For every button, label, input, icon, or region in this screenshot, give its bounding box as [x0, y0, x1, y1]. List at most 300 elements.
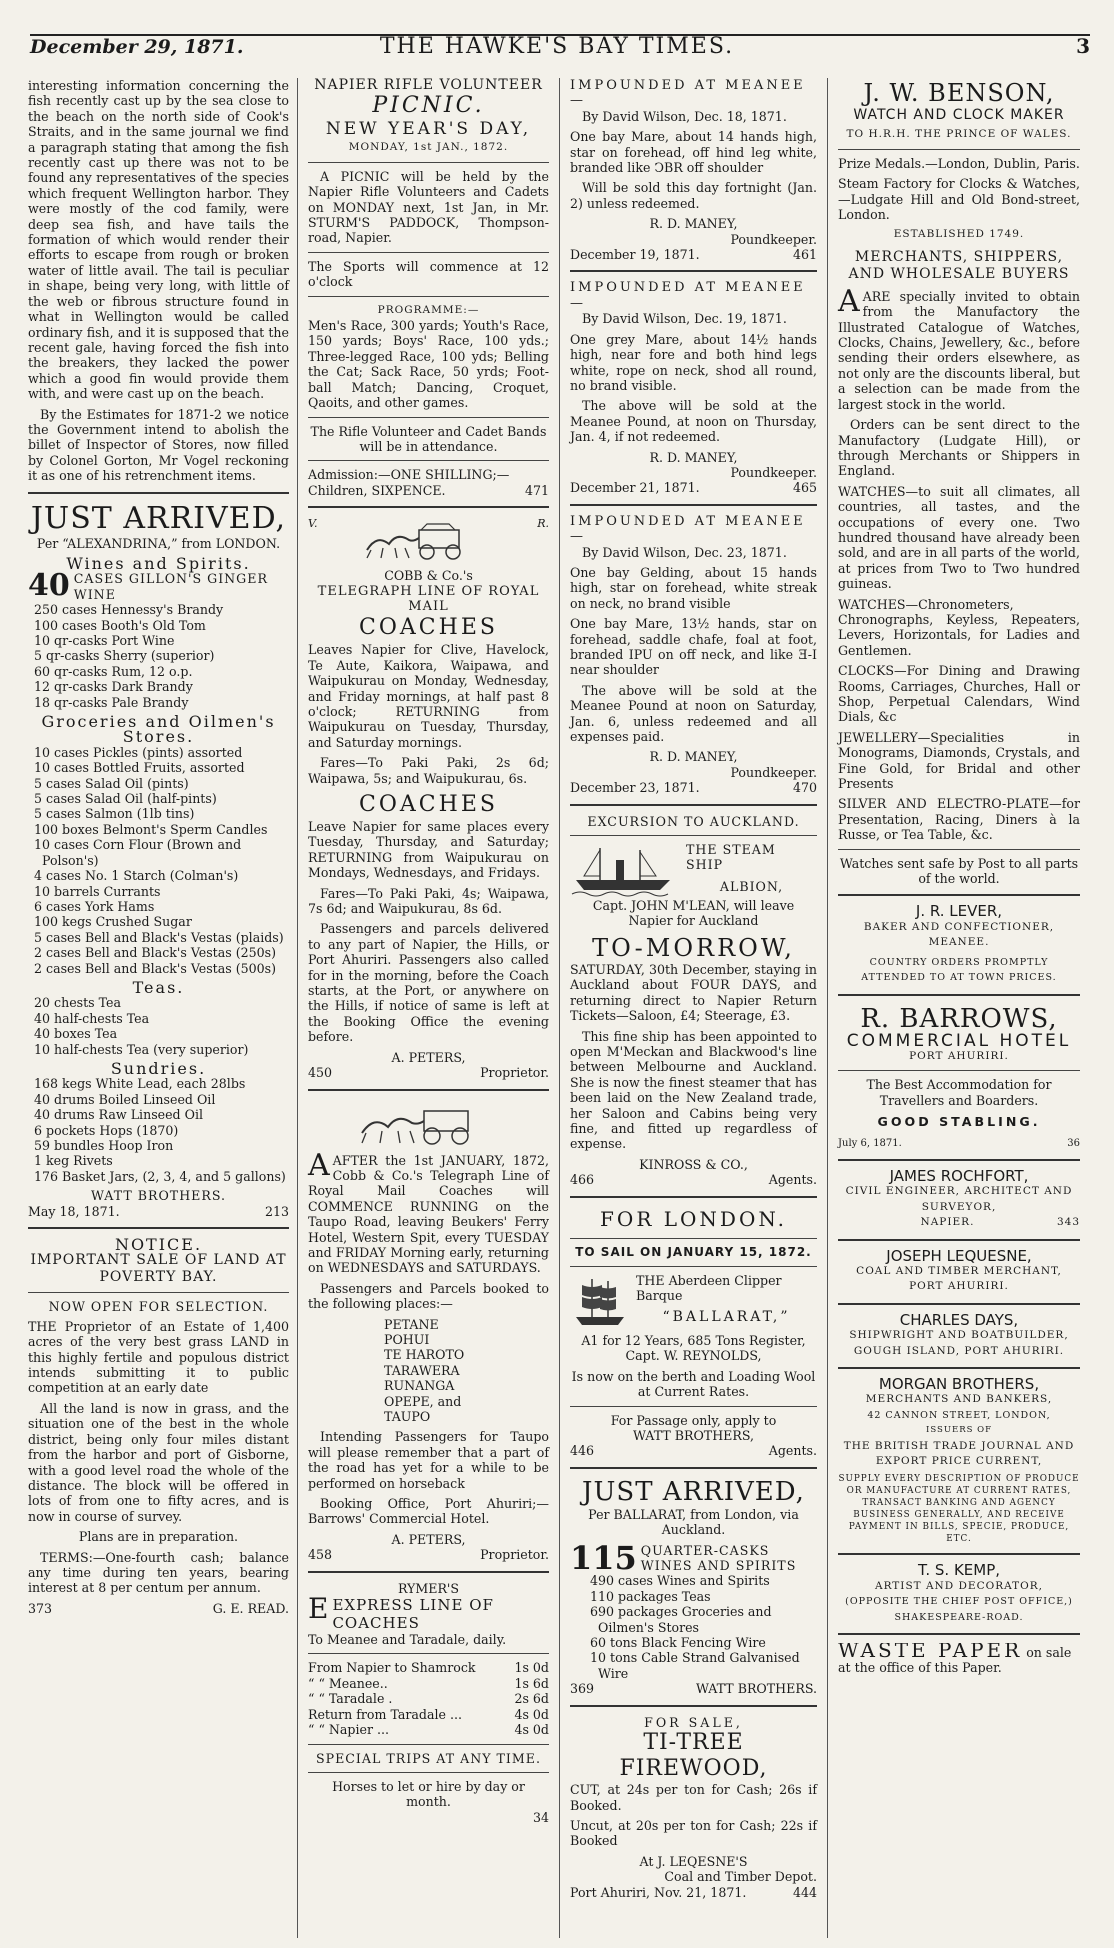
excursion-ad-number: 466 — [570, 1172, 595, 1188]
watt-date: May 18, 1871. — [28, 1203, 120, 1219]
fare-route: “ “ Meanee.. — [308, 1675, 388, 1691]
benson-para-4: Orders can be sent direct to the Manufactory (Ludgate Hill), or through Merchants or Shippers in England. — [838, 417, 1080, 479]
notice-footer — [28, 1601, 289, 1616]
fare-route: Return from Taradale ... — [308, 1706, 462, 1722]
article-estimates: By the Estimates for 1871-2 we notice the Government intend to abolish the billet of Inspector of Stores, now filled by Colonel Gorton, Mr Vogel reckoning it as one of his retrenchment items. — [28, 406, 289, 484]
for-sale-title-2: TI-TREE FIREWOOD, — [619, 1730, 768, 1782]
coaches-footer — [308, 1065, 549, 1080]
divider — [308, 506, 549, 508]
after-para-3: Intending Passengers for Taupo will please remember that a part of the road has yet for a while to be performed on horseback — [308, 1429, 549, 1491]
page-number: 3 — [1076, 34, 1090, 58]
excursion-ship-name: ALBION, — [719, 878, 784, 894]
list-item: 10 barrels Currants — [34, 883, 161, 899]
fare-price: 4s 0d — [514, 1722, 549, 1738]
london-para-2: A1 for 12 Years, 685 Tons Register, Capt. W. REYNOLDS, — [581, 1332, 806, 1364]
table-row — [308, 1660, 549, 1675]
for-sale-para-1: CUT, at 24s per ton for Cash; 26s if Booked. — [570, 1782, 817, 1813]
just-arrived-2-lead — [570, 1543, 817, 1574]
picnic-admission: Admission:—ONE SHILLING;—Children, SIXPENCE. — [308, 467, 510, 498]
coaches-para-1: Leave Napier for same places every Tuesday, Thursday, and Saturday; RETURNING from Waipukurau on Mondays, Wednesdays, and Fridays. — [308, 819, 549, 881]
just-arrived-2-lead-text: QUARTER-CASKS WINES AND SPIRITS — [640, 1542, 797, 1574]
list-item: 5 qr-casks Sherry (superior) — [34, 648, 215, 664]
divider — [308, 1653, 549, 1654]
coaches-proprietor: Proprietor. — [480, 1065, 549, 1081]
after-para-2: Passengers and Parcels booked to the following places:— — [308, 1280, 549, 1312]
impounded-2-ad-number: 465 — [792, 480, 817, 496]
list-item: 168 kegs White Lead, each 28lbs — [34, 1076, 246, 1092]
lequesne-title-2: COAL AND TIMBER MERCHANT, — [856, 1264, 1062, 1277]
list-item: 40 boxes Tea — [34, 1026, 118, 1042]
divider — [838, 849, 1080, 850]
london-footer — [570, 1443, 817, 1458]
fare-route: “ “ Napier ... — [308, 1722, 389, 1738]
list-item: 40 drums Boiled Linseed Oil — [34, 1091, 216, 1107]
rochfort-footer — [838, 1215, 1080, 1230]
list-item: 60 tons Black Fencing Wire — [590, 1635, 766, 1651]
table-row — [308, 1722, 549, 1737]
divider — [308, 1772, 549, 1773]
barrows-date: July 6, 1871. — [838, 1137, 902, 1149]
impounded-3-para-1: By David Wilson, Dec. 23, 1871. — [582, 544, 787, 560]
impounded-1-footer — [570, 247, 817, 262]
london-agents: Agents. — [768, 1443, 817, 1459]
notice-para-1: THE Proprietor of an Estate of 1,400 acres of the very best grass LAND in this highly fertile and populous district intends submitting it to public competition at an early date — [28, 1318, 289, 1396]
divider — [570, 270, 817, 272]
picnic-para-4: The Rifle Volunteer and Cadet Bands will be in attendance. — [310, 423, 547, 454]
ad-just-arrived-title: JUST ARRIVED, — [30, 500, 287, 536]
list-item: 60 qr-casks Rum, 12 o.p. — [34, 663, 193, 679]
steamship-icon — [570, 842, 680, 898]
picnic-title-3: NEW YEAR'S DAY, — [325, 119, 532, 140]
rymer-title-2-text: EXPRESS LINE OF COACHES — [332, 1596, 494, 1633]
lever-title-3: MEANEE. — [928, 936, 990, 949]
list-item: 59 bundles Hoop Iron — [34, 1138, 174, 1153]
excursion-para-1: THE STEAM SHIP — [686, 842, 776, 873]
impounded-3-signature: R. D. MANEY, — [649, 749, 738, 765]
picnic-programme: PROGRAMME:— — [377, 303, 480, 316]
picnic-ad-number: 471 — [524, 482, 549, 498]
impounded-3-keeper: Poundkeeper. — [730, 764, 817, 780]
benson-clocks: CLOCKS—For Dining and Drawing Rooms, Carriages, Churches, Hall or Shop, Perpetual Calendars, Wind Dials, &c — [838, 663, 1080, 725]
impounded-2-title: IMPOUNDED AT MEANEE— — [570, 280, 806, 311]
list-item: 490 cases Wines and Spirits — [590, 1573, 770, 1589]
divider — [838, 1633, 1080, 1635]
list-item: 10 cases Bottled Fruits, assorted — [34, 760, 245, 776]
rymer-fares-table — [308, 1660, 549, 1737]
notice-terms: TERMS:—One-fourth cash; balance any time during ten years, bearing interest at 8 per centum per annum. — [28, 1549, 289, 1596]
impounded-3-para-2: One bay Gelding, about 15 hands high, star on forehead, white streak on neck, no brand visible — [570, 564, 817, 611]
excursion-para-4: This fine ship has been appointed to open M'Meckan and Blackwood's line between Melbourne and Auckland. She is now the finest steamer that has been laid on the New Zealand trade, her Saloon and Cabins being very fine, and fitted up regardless of expense. — [570, 1028, 817, 1152]
after-ad-number: 458 — [308, 1547, 333, 1563]
list-item: PETANE — [384, 1316, 439, 1332]
notice-subtitle: IMPORTANT SALE OF LAND AT POVERTY BAY. — [30, 1252, 287, 1286]
divider — [838, 1070, 1080, 1071]
rymer-horses: Horses to let or hire by day or month. — [332, 1778, 525, 1810]
list-item: 10 tons Cable Strand Galvanised Wire — [590, 1650, 800, 1681]
dropcap-a: A — [308, 1147, 330, 1183]
divider — [570, 1467, 817, 1469]
list-item: 100 boxes Belmont's Sperm Candles — [34, 821, 268, 837]
sundries-heading: Sundries. — [110, 1058, 207, 1078]
rymer-ad-number: 34 — [532, 1809, 549, 1825]
london-para-4: For Passage only, apply to — [610, 1412, 777, 1428]
picnic-admission-row — [308, 467, 549, 498]
table-row — [308, 1676, 549, 1691]
list-item: 20 chests Tea — [34, 995, 122, 1011]
divider — [570, 504, 817, 506]
masthead — [0, 0, 1114, 60]
divider — [308, 1571, 549, 1573]
impounded-1-para-1: By David Wilson, Dec. 18, 1871. — [582, 108, 787, 124]
benson-established: ESTABLISHED 1749. — [893, 228, 1025, 241]
kemp-title-3: (OPPOSITE THE CHIEF POST OFFICE,) — [845, 1596, 1073, 1608]
list-item: 6 cases York Hams — [34, 898, 155, 914]
issue-date: December 29, 1871. — [30, 36, 244, 58]
lever-title: J. R. LEVER, — [915, 902, 1003, 921]
just-arrived-2-number: 115 — [570, 1542, 637, 1574]
picnic-title-2: PICNIC. — [372, 93, 485, 119]
impounded-3-footer — [570, 780, 817, 795]
divider — [838, 1553, 1080, 1555]
divider — [570, 835, 817, 836]
list-item: 5 cases Bell and Black's Vestas (plaids) — [34, 929, 284, 945]
list-item: RUNANGA — [384, 1378, 455, 1394]
after-para-4: Booking Office, Port Ahuriri;—Barrows' Commercial Hotel. — [308, 1496, 549, 1527]
list-item: 10 half-chests Tea (very superior) — [34, 1041, 249, 1057]
days-title-3: GOUGH ISLAND, PORT AHURIRI. — [853, 1344, 1065, 1357]
list-item: 40 half-chests Tea — [34, 1010, 150, 1026]
impounded-2-para-3: The above will be sold at the Meanee Pound, at noon on Thursday, Jan. 4, if not redeemed. — [570, 398, 817, 445]
teas-heading: Teas. — [132, 977, 185, 997]
coach-illustration-icon — [357, 520, 497, 564]
list-item: 2 cases Bell and Black's Vestas (250s) — [34, 945, 277, 961]
ad-just-arrived-per: Per “ALEXANDRINA,” from LONDON. — [36, 535, 281, 551]
london-para-3: Is now on the berth and Loading Wool at Current Rates. — [571, 1368, 816, 1400]
picnic-para-3: Men's Race, 300 yards; Youth's Race, 150 yards; Boys' Race, 100 yds.; Three-legged Race, 100 yds; Belling the Cat; Sack Race, 50 yrds; Foot-ball Match; Dancing, Croquet, Qaoits, and other games. — [308, 318, 549, 411]
london-signature: WATT BROTHERS, — [632, 1428, 755, 1443]
lever-title-2: BAKER AND CONFECTIONER, — [863, 920, 1055, 933]
divider — [570, 1406, 817, 1407]
list-item: TARAWERA — [384, 1362, 460, 1378]
barrows-para: The Best Accommodation for Travellers and Boarders. — [866, 1077, 1052, 1108]
picnic-date: MONDAY, 1st JAN., 1872. — [348, 141, 509, 154]
list-item: 18 qr-casks Pale Brandy — [34, 694, 189, 710]
list-item: 100 kegs Crushed Sugar — [34, 914, 192, 930]
divider — [838, 1303, 1080, 1305]
watt-brothers-sign: WATT BROTHERS. — [90, 1188, 227, 1204]
days-title-2: SHIPWRIGHT AND BOATBUILDER, — [849, 1329, 1069, 1342]
list-item: OPEPE, and — [384, 1393, 462, 1409]
list-item: 110 packages Teas — [590, 1588, 711, 1604]
divider — [308, 1744, 549, 1745]
list-item: TAUPO — [384, 1409, 431, 1424]
benson-jewellery: JEWELLERY—Specialities in Monograms, Diamonds, Crystals, and Fine Gold, for Bridal and other Presents — [838, 729, 1080, 792]
benson-para-2: Steam Factory for Clocks & Watches, —Ludgate Hill and Old Bond-street, London. — [838, 176, 1080, 223]
kemp-title: T. S. KEMP, — [917, 1561, 1001, 1580]
benson-title-3: TO H.R.H. THE PRINCE OF WALES. — [846, 128, 1072, 141]
excursion-signature: KINROSS & CO., — [639, 1156, 748, 1172]
for-sale-footer — [570, 1885, 817, 1900]
royal-cipher — [308, 516, 549, 568]
teas-list — [28, 995, 289, 1057]
impounded-3-date: December 23, 1871. — [570, 780, 700, 796]
coaches-signature: A. PETERS, — [391, 1049, 466, 1065]
cobb-para-1: Leaves Napier for Clive, Havelock, Te Aute, Kaikora, Waipawa, and Waipukurau on Monday, Wednesday, and Friday mornings, at half past 8 o'clock; RETURNING from Waipukurau on Tuesday, Thursday, and Saturday mornings. — [308, 642, 549, 750]
rochfort-title-2: CIVIL ENGINEER, ARCHITECT AND SURVEYOR, — [845, 1185, 1073, 1213]
excursion-agents: Agents. — [768, 1172, 817, 1188]
wines-lead — [28, 571, 289, 602]
just-arrived-2-title: JUST ARRIVED, — [582, 1476, 805, 1507]
picnic-para-2: The Sports will commence at 12 o'clock — [308, 258, 549, 290]
rymer-title-3: To Meanee and Taradale, daily. — [308, 1632, 507, 1648]
waste-paper-block — [838, 1643, 1080, 1676]
cobb-title-2: TELEGRAPH LINE OF ROYAL MAIL — [317, 583, 540, 614]
impounded-2-footer — [570, 480, 817, 495]
divider — [28, 1292, 289, 1293]
benson-watches-1: WATCHES—to suit all climates, all countries, all tastes, and the occupations of every one. Two hundred thousand have already been sold, and are in all parts of the world, at prices from Two to Two hundred guineas. — [838, 483, 1080, 592]
list-item: 10 cases Corn Flour (Brown and Polson's) — [34, 837, 242, 868]
notice-title: NOTICE. — [114, 1235, 203, 1255]
sailing-ship-icon — [570, 1273, 630, 1333]
divider — [308, 460, 549, 461]
for-sale-para-2: Uncut, at 20s per ton for Cash; 22s if Booked — [570, 1817, 817, 1849]
notice-signature: G. E. READ. — [212, 1600, 289, 1616]
notice-para-3: Plans are in preparation. — [78, 1529, 239, 1545]
impounded-1-ad-number: 461 — [792, 247, 817, 263]
excursion-para-2: Capt. JOHN M'LEAN, will leave Napier for Auckland — [592, 898, 795, 929]
lequesne-title-3: PORT AHURIRI. — [909, 1280, 1009, 1293]
notice-para-2: All the land is now in grass, and the situation one of the best in the whole district, being only four miles distant from the harbor and port of Gisborne, with a good level road the whole of the distance. The block will be offered in lots of from one to fifty acres, and is now in course of survey. — [28, 1400, 289, 1524]
list-item: 10 qr-casks Port Wine — [34, 633, 175, 648]
barrows-stabling: GOOD STABLING. — [877, 1114, 1041, 1130]
cobb-title-3: COACHES — [359, 615, 498, 641]
sundries-list — [28, 1076, 289, 1184]
divider — [838, 994, 1080, 996]
dropcap-a: A — [838, 283, 860, 319]
excursion-tomorrow: TO-MORROW, — [592, 933, 795, 962]
impounded-1-para-2: One bay Mare, about 14 hands high, star on forehead, off hind leg white, branded like ↃBR off shoulder — [570, 129, 817, 176]
days-title: CHARLES DAYS, — [899, 1310, 1019, 1329]
notice-open: NOW OPEN FOR SELECTION. — [48, 1299, 269, 1315]
divider — [838, 149, 1080, 150]
rymer-title: RYMER'S — [397, 1580, 460, 1596]
for-sale-title: FOR SALE, — [644, 1714, 743, 1730]
impounded-2-signature: R. D. MANEY, — [649, 449, 738, 465]
benson-para-3 — [838, 283, 1080, 412]
barrows-title: R. BARROWS, — [860, 1003, 1058, 1034]
london-para-1: THE Aberdeen Clipper Barque — [636, 1272, 782, 1304]
picnic-para-1: A PICNIC will be held by the Napier Rifle Volunteers and Cadets on MONDAY next, 1st Jan, in Mr. STURM'S PADDOCK, Thompson-road, Napier. — [308, 168, 549, 246]
fare-price: 2s 6d — [514, 1691, 549, 1707]
impounded-2-keeper: Poundkeeper. — [730, 464, 817, 480]
wines-list — [28, 602, 289, 710]
divider — [838, 1239, 1080, 1241]
cobb-para-2: Fares—To Paki Paki, 2s 6d; Waipawa, 5s; and Waipukurau, 6s. — [308, 755, 549, 786]
london-sail-date: TO SAIL ON JANUARY 15, 1872. — [575, 1244, 812, 1259]
benson-watches-2: WATCHES—Chronometers, Chronographs, Keyless, Repeaters, Levers, Horizontals, for Ladies and Gentlemen. — [838, 596, 1080, 658]
barrows-title-3: PORT AHURIRI. — [909, 1049, 1009, 1062]
divider — [838, 1159, 1080, 1161]
list-item: POHUI — [384, 1331, 430, 1347]
benson-title: J. W. BENSON, — [863, 79, 1055, 107]
benson-para-1: Prize Medals.—London, Dublin, Paris. — [838, 155, 1080, 171]
list-item: TE HAROTO — [384, 1347, 465, 1363]
article-fish: interesting information concerning the fish recently cast up by the sea close to the beach on the north side of Cook's Straits, and in the same journal we find a paragraph stating that among the fish recently cast up there was not to be found any representatives of the species which frequent Wellington harbor. They were mostly of the cod family, were deep sea fish, and have tails the formation of which would render their efforts to escape from rough or broken water of little avail. The tail is peculiar in shape, being very long, with little of the web or fibrous structure found in what in Wellington would be called ordinary fish, and it is supposed that the recent gale, having forced the fish into the breakers, they lacked the power which a good fin would provide them with, and were cast up on the beach. — [28, 78, 289, 402]
list-item: 4 cases No. 1 Starch (Colman's) — [34, 868, 239, 884]
impounded-2-date: December 21, 1871. — [570, 480, 700, 496]
benson-para-5: Watches sent safe by Post to all parts of the world. — [839, 855, 1079, 887]
list-item: 690 packages Groceries and Oilmen's Stores — [590, 1604, 772, 1635]
divider — [28, 492, 289, 494]
rochfort-title-3: NAPIER. — [920, 1216, 975, 1229]
kemp-title-4: SHAKESPEARE-ROAD. — [894, 1611, 1024, 1623]
divider — [838, 894, 1080, 896]
coaches-title: COACHES — [359, 792, 498, 817]
morgan-title-5: THE BRITISH TRADE JOURNAL AND EXPORT PRICE CURRENT, — [843, 1439, 1075, 1468]
impounded-3-title: IMPOUNDED AT MEANEE— — [570, 513, 806, 545]
benson-title-2: WATCH AND CLOCK MAKER — [853, 107, 1065, 123]
list-item: 1 keg Rivets — [34, 1153, 113, 1169]
after-signature: A. PETERS, — [391, 1531, 466, 1547]
coaches-ad-number: 450 — [308, 1065, 333, 1081]
morgan-para: SUPPLY EVERY DESCRIPTION OF PRODUCE OR MANUFACTURE AT CURRENT RATES, TRANSACT BANKING AND AGENCY BUSINESS GENERALLY, AND RECEIVE PAYMENT IN BILLS, SPECIE, PRODUCE, ETC. — [838, 1474, 1080, 1545]
barrows-title-2: COMMERCIAL HOTEL — [846, 1030, 1072, 1051]
excursion-footer — [570, 1172, 817, 1187]
list-item: 100 cases Booth's Old Tom — [34, 617, 206, 633]
kemp-title-2: ARTIST AND DECORATOR, — [874, 1579, 1043, 1592]
after-footer — [308, 1547, 549, 1562]
morgan-title-4: ISSUERS OF — [925, 1425, 992, 1436]
column-4 — [828, 78, 1090, 1938]
impounded-1-date: December 19, 1871. — [570, 247, 700, 263]
divider — [308, 252, 549, 253]
divider — [308, 296, 549, 297]
divider — [570, 1705, 817, 1707]
table-row — [308, 1707, 549, 1722]
london-ship-name: “BALLARAT,” — [662, 1308, 791, 1325]
coaches-para-3: Passengers and parcels delivered to any part of Napier, the Hills, or Port Ahuriri. Passengers also called for in the morning, before the Coach starts, at the Port, or anywhere on the Hills, if notice of same is left at the Booking Office the evening before. — [308, 921, 549, 1045]
list-item: 6 pockets Hops (1870) — [34, 1122, 179, 1138]
just-arrived-2-signature: WATT BROTHERS. — [695, 1681, 817, 1697]
barrows-ad-number: 36 — [1067, 1137, 1080, 1149]
column-2 — [298, 78, 560, 1938]
fare-price: 1s 6d — [514, 1675, 549, 1691]
impounded-2-para-2: One grey Mare, about 14½ hands high, near fore and both hind legs white, rope on neck, shod all round, no brand visible. — [570, 331, 817, 393]
morgan-title-2: MERCHANTS AND BANKERS, — [865, 1393, 1053, 1406]
london-ship-block — [570, 1273, 817, 1333]
london-title: FOR LONDON. — [600, 1206, 787, 1231]
benson-silver: SILVER AND ELECTRO-PLATE—for Presentation, Racing, Diners à la Russe, or Tea Table, &c. — [838, 796, 1080, 843]
list-item: 12 qr-casks Dark Brandy — [34, 679, 193, 695]
notice-ad-number: 373 — [28, 1600, 53, 1616]
after-para-1 — [308, 1147, 549, 1276]
excursion-title: EXCURSION TO AUCKLAND. — [587, 813, 800, 829]
just-arrived-2-para-1: Per BALLARAT, from London, via Auckland. — [588, 1506, 799, 1538]
wines-lead-text: CASES GILLON'S GINGER WINE — [73, 571, 268, 602]
cipher-r: R. — [537, 517, 549, 531]
impounded-1-para-3: Will be sold this day fortnight (Jan. 2) unless redeemed. — [570, 180, 817, 211]
list-item: 5 cases Salad Oil (half-pints) — [34, 791, 217, 807]
just-arrived-2-list — [570, 1573, 817, 1681]
impounded-1-title: IMPOUNDED AT MEANEE— — [570, 78, 806, 109]
coaches-para-2: Fares—To Paki Paki, 4s; Waipawa, 7s 6d; and Waipukurau, 8s 6d. — [308, 885, 549, 917]
just-arrived-2-footer — [570, 1681, 817, 1696]
impounded-3-para-4: The above will be sold at the Meanee Pound at noon on Saturday, Jan. 6, unless redeemed and all expenses paid. — [570, 682, 817, 745]
list-item: 250 cases Hennessy's Brandy — [34, 602, 224, 618]
list-item: 40 drums Raw Linseed Oil — [34, 1107, 204, 1123]
wines-lead-number: 40 — [28, 571, 70, 603]
divider — [570, 1238, 817, 1239]
impounded-2-para-1: By David Wilson, Dec. 19, 1871. — [582, 311, 787, 327]
for-sale-signature: At J. LEQESNE'S — [639, 1853, 748, 1869]
picnic-title-1: NAPIER RIFLE VOLUNTEER — [314, 78, 543, 93]
fare-price: 1s 0d — [514, 1660, 549, 1676]
impounded-3-ad-number: 470 — [792, 780, 817, 796]
impounded-1-keeper: Poundkeeper. — [730, 231, 817, 247]
for-sale-date: Port Ahuriri, Nov. 21, 1871. — [570, 1884, 747, 1900]
rochfort-title: JAMES ROCHFORT, — [889, 1166, 1029, 1185]
for-sale-signature-2: Coal and Timber Depot. — [664, 1869, 817, 1885]
after-proprietor: Proprietor. — [480, 1547, 549, 1563]
fare-route: From Napier to Shamrock — [308, 1660, 476, 1676]
column-3 — [560, 78, 828, 1938]
divider — [570, 1196, 817, 1198]
after-places-list — [308, 1317, 549, 1425]
divider — [308, 162, 549, 163]
lever-para: COUNTRY ORDERS PROMPTLY ATTENDED TO AT TOWN PRICES. — [861, 956, 1057, 984]
list-item: 5 cases Salmon (1lb tins) — [34, 806, 195, 822]
rymer-special: SPECIAL TRIPS AT ANY TIME. — [315, 1750, 542, 1766]
divider — [838, 1367, 1080, 1369]
divider — [308, 1089, 549, 1091]
impounded-3-para-3: One bay Mare, 13½ hands, star on forehead, saddle chafe, foal at foot, branded IPU on off neck, and like Ǝ-I near shoulder — [570, 616, 817, 678]
morgan-title: MORGAN BROTHERS, — [878, 1375, 1040, 1393]
waste-paper-para: on sale at the office of this Paper. — [838, 1645, 1072, 1676]
newspaper-title: THE HAWKE'S BAY TIMES. — [379, 34, 735, 59]
wines-heading: Wines and Spirits. — [66, 553, 251, 573]
london-ad-number: 446 — [570, 1443, 595, 1459]
rochfort-ad-number: 343 — [1056, 1216, 1080, 1229]
list-item: 176 Basket Jars, (2, 3, 4, and 5 gallons) — [34, 1168, 286, 1184]
excursion-ship-block — [570, 842, 817, 898]
divider — [570, 804, 817, 806]
for-sale-ad-number: 444 — [792, 1884, 817, 1900]
divider — [308, 417, 549, 418]
lequesne-title: JOSEPH LEQUESNE, — [886, 1246, 1032, 1265]
waste-paper-title: WASTE PAPER — [838, 1643, 1023, 1663]
list-item: 2 cases Bell and Black's Vestas (500s) — [34, 960, 277, 976]
dropcap-e: E — [308, 1592, 330, 1626]
after-para-1-text: AFTER the 1st JANUARY, 1872, Cobb & Co.'s Telegraph Line of Royal Mail Coaches will COMMENCE RUNNING on the Taupo Road, leaving Beukers' Ferry Hotel, Western Spit, every TUESDAY and FRIDAY Morning early, returning on WEDNESDAYS and SATURDAYS. — [308, 1152, 549, 1276]
list-item: 5 cases Salad Oil (pints) — [34, 775, 189, 791]
watt-ad-number: 213 — [264, 1203, 289, 1219]
rymer-title-2 — [308, 1592, 549, 1633]
just-arrived-2-ad-number: 369 — [570, 1681, 595, 1697]
morgan-title-3: 42 CANNON STREET, LONDON, — [867, 1409, 1051, 1421]
benson-merchants: MERCHANTS, SHIPPERS, AND WHOLESALE BUYERS — [848, 248, 1070, 282]
benson-para-3-text: ARE specially invited to obtain from the Manufactory the Illustrated Catalogue of Watches, Clocks, Chains, Jewellery, &c., before sending their orders elsewhere, as not only are the discounts liberal, but a selection can be made from the largest stock in the world. — [838, 288, 1080, 412]
watt-footer — [28, 1204, 289, 1219]
table-row — [308, 1691, 549, 1706]
divider — [28, 1227, 289, 1229]
fare-route: “ “ Taradale . — [308, 1691, 393, 1707]
cobb-title-1: COBB & Co.'s — [384, 568, 473, 584]
groceries-heading: Groceries and Oilmen's Stores. — [41, 712, 276, 747]
groceries-list — [28, 745, 289, 976]
divider — [570, 1266, 817, 1267]
fare-price: 4s 0d — [514, 1706, 549, 1722]
column-1 — [28, 78, 298, 1938]
